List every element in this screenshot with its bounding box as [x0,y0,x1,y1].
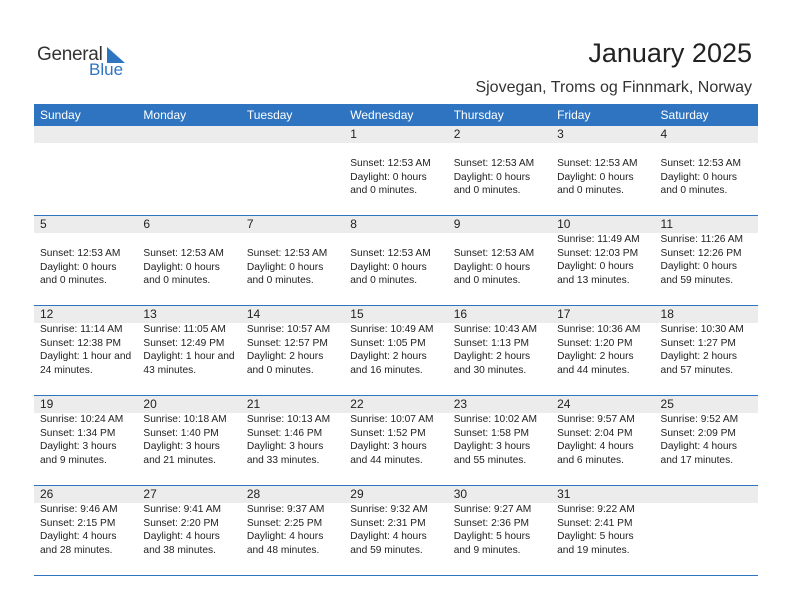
day-info [40,413,123,467]
day-info-line: Daylight: 3 hours [246,441,324,452]
day-cell [241,306,344,395]
day-info [661,323,744,377]
day-cell [655,396,758,485]
day-info-line: Sunrise: 9:32 AM [350,504,428,515]
day-info-line: Daylight: 0 hours [557,171,634,183]
day-info-line: and 28 minutes. [40,544,113,556]
day-cell [448,486,551,575]
day-info-line: Sunset: 1:20 PM [557,337,633,349]
logo-word-blue: Blue [89,60,124,79]
day-info-line: Sunrise: 10:02 AM [453,414,537,425]
day-info [143,413,226,467]
day-info-line: Sunrise: 10:30 AM [660,324,744,335]
day-number: 24 [557,397,571,411]
calendar-week [34,216,758,306]
day-info-line: Daylight: 5 hours [557,531,634,542]
day-info-line: and 57 minutes. [660,364,734,376]
day-info-line: Sunset: 12:26 PM [660,247,742,259]
weekday-header [34,104,758,126]
day-number: 10 [557,217,571,231]
day-info-line: Sunrise: 10:57 AM [246,324,331,335]
day-info-line: and 0 minutes. [557,185,624,196]
day-info [454,247,534,288]
day-info-line: and 6 minutes. [557,454,624,466]
day-info-line: and 0 minutes. [350,275,418,286]
day-info-line: Sunrise: 10:13 AM [246,414,331,425]
day-info-line: and 0 minutes. [453,275,521,286]
day-cell [241,396,344,485]
day-info-line: and 33 minutes. [246,454,320,466]
day-info [661,157,741,198]
day-info [247,503,325,557]
day-cell [448,216,551,305]
day-info-line: Sunset: 1:05 PM [350,337,426,349]
day-cell [241,126,344,215]
day-info-line: Sunset: 12:53 AM [246,248,328,259]
day-info-line: Sunset: 2:15 PM [40,517,116,529]
day-number: 15 [350,307,364,321]
day-info-line: 24 minutes. [40,364,93,376]
day-number: 20 [143,397,157,411]
day-info-line: Sunrise: 9:57 AM [557,414,635,425]
day-info-line: Sunset: 12:53 AM [557,158,638,169]
day-info-line: Sunset: 1:40 PM [143,427,219,439]
day-info-line: and 55 minutes. [453,454,527,466]
day-cell [34,306,137,395]
day-cell [344,396,447,485]
logo-word-general: General [37,44,103,65]
day-number: 13 [143,307,157,321]
day-number: 8 [350,217,357,231]
day-info-line: and 13 minutes. [557,274,630,286]
day-number: 25 [660,397,674,411]
day-info-line: Daylight: 4 hours [40,531,117,542]
day-info-line: and 59 minutes. [660,274,734,286]
day-info [247,323,330,377]
day-info-line: Sunset: 12:53 AM [350,158,431,169]
day-info-line: Sunrise: 9:22 AM [557,504,635,515]
day-info-line: Daylight: 1 hour and [40,351,132,362]
day-info-line: Sunrise: 10:49 AM [350,324,434,335]
day-info-line: and 0 minutes. [143,275,211,286]
day-info-line: and 17 minutes. [660,454,734,466]
day-cell [34,396,137,485]
week-cells [34,396,758,485]
day-info-line: Daylight: 3 hours [453,441,531,452]
day-info-line: Daylight: 4 hours [660,441,737,452]
day-info [557,157,637,198]
weekday-wednesday: Wednesday [350,108,414,122]
day-info-line: Sunset: 2:36 PM [453,517,530,529]
day-info-line: Sunrise: 11:05 AM [143,324,226,335]
day-cell [551,486,654,575]
day-cell [655,126,758,215]
day-info [143,247,223,288]
day-info-line: Daylight: 0 hours [453,171,531,183]
day-info-line: Sunset: 2:04 PM [557,427,633,439]
day-info-line: and 48 minutes. [246,544,320,556]
day-cell [344,126,447,215]
day-cell [34,126,137,215]
day-cell [34,486,137,575]
day-cell [448,126,551,215]
day-info-line: Daylight: 2 hours [350,351,427,362]
day-info-line: and 38 minutes. [143,544,216,556]
day-number: 2 [453,127,461,141]
day-cell [655,306,758,395]
day-info [350,247,430,288]
day-info-line: Daylight: 4 hours [143,531,220,542]
day-number: 26 [40,487,54,501]
day-info-line: Daylight: 2 hours [453,351,531,362]
location-subtitle: Sjovegan, Troms og Finnmark, Norway [475,79,752,96]
day-cell [344,216,447,305]
day-info-line: Daylight: 0 hours [660,261,737,272]
day-info-line: and 21 minutes. [143,454,216,466]
day-number: 16 [453,307,468,321]
day-info [247,413,330,467]
day-info [557,323,640,377]
day-info-line: Daylight: 0 hours [40,261,117,273]
day-info [40,323,131,377]
day-info-line: Sunrise: 11:49 AM [557,234,640,245]
day-cell [241,486,344,575]
day-cell [551,216,654,305]
day-info [454,157,534,198]
day-cell [551,396,654,485]
day-info-line: and 44 minutes. [557,364,630,376]
day-number: 19 [40,397,54,411]
day-info-line: Sunset: 2:31 PM [350,517,426,529]
day-info-line: Sunset: 1:27 PM [660,337,736,349]
day-info-line: Sunset: 12:03 PM [557,247,639,259]
calendar-week [34,396,758,486]
day-info-line: Sunrise: 11:14 AM [40,324,123,335]
weekday-friday: Friday [557,108,591,122]
day-number: 18 [660,307,674,321]
day-info-line: Sunset: 12:53 AM [453,158,535,169]
day-info-line: and 0 minutes. [350,185,418,196]
day-info-line: Daylight: 0 hours [557,261,634,272]
day-number: 23 [453,397,468,411]
day-info-line: Sunrise: 10:24 AM [40,414,124,425]
day-info-line: and 9 minutes. [453,544,521,556]
day-info-line: Daylight: 1 hour and [143,351,235,362]
day-cell [655,486,758,575]
weekday-tuesday: Tuesday [246,108,293,122]
day-number: 1 [350,127,357,141]
day-number: 3 [557,127,564,141]
day-number: 4 [660,127,668,141]
day-info-line: and 0 minutes. [453,185,521,196]
day-info-line: Sunset: 12:53 AM [660,158,741,169]
day-number: 31 [557,487,571,501]
day-cell [655,216,758,305]
weeks-container [34,126,758,576]
day-info [557,413,635,467]
weekday-sunday: Sunday [40,108,81,122]
day-number: 21 [246,397,261,411]
day-info-line: and 30 minutes. [453,364,527,376]
day-number: 9 [453,217,461,231]
day-info-line: and 0 minutes. [246,364,314,376]
day-info-line: Sunset: 1:13 PM [453,337,530,349]
day-info [661,413,739,467]
week-cells [34,126,758,215]
day-cell [137,396,240,485]
day-cell [137,306,240,395]
day-cell [448,396,551,485]
day-number: 7 [246,217,254,231]
day-info-line: Daylight: 3 hours [350,441,427,452]
day-info-line: Daylight: 4 hours [350,531,427,542]
day-info-line: and 0 minutes. [40,275,107,286]
day-info [454,413,537,467]
day-info-line: Daylight: 0 hours [453,261,531,273]
day-number: 22 [350,397,364,411]
day-info-line: Sunset: 2:41 PM [557,517,633,529]
day-info-line: Daylight: 4 hours [557,441,634,452]
day-info-line: and 0 minutes. [660,185,728,196]
day-info-line: Daylight: 0 hours [350,261,427,273]
day-number: 14 [246,307,261,321]
calendar-grid [34,104,758,576]
day-info [40,503,118,557]
day-number: 30 [453,487,468,501]
day-info [143,323,234,377]
day-info-line: Daylight: 2 hours [660,351,737,362]
day-info-line: Sunset: 2:09 PM [660,427,736,439]
day-info-line: Daylight: 0 hours [246,261,324,273]
day-info-line: Sunrise: 10:36 AM [557,324,641,335]
page-title: January 2025 [588,38,752,68]
day-info-line: and 59 minutes. [350,544,423,556]
day-info-line: Daylight: 4 hours [246,531,324,542]
day-number: 27 [143,487,157,501]
day-number: 6 [143,217,151,231]
day-number: 17 [557,307,571,321]
day-info-line: Sunset: 1:52 PM [350,427,426,439]
day-info-line: Sunset: 12:49 PM [143,337,225,349]
day-number: 5 [40,217,47,231]
day-info [661,233,744,287]
day-info-line: Sunset: 12:53 AM [143,248,224,259]
day-info-line: Sunrise: 9:46 AM [40,504,118,515]
logo [37,44,137,80]
day-info-line: Sunset: 12:53 AM [350,248,431,259]
day-cell [344,306,447,395]
day-info [557,503,635,557]
day-info-line: Sunrise: 10:43 AM [453,324,537,335]
day-info-line: Sunset: 1:34 PM [40,427,116,439]
day-info-line: Sunrise: 11:26 AM [660,234,744,245]
day-info-line: 43 minutes. [143,364,197,376]
day-info-line: Sunrise: 9:52 AM [660,414,739,425]
day-cell [241,216,344,305]
day-info-line: Sunrise: 10:07 AM [350,414,434,425]
weekday-monday: Monday [143,108,187,122]
day-cell [448,306,551,395]
day-info-line: Sunset: 12:38 PM [40,337,121,349]
day-cell [137,126,240,215]
day-info [557,233,640,287]
week-cells [34,306,758,395]
day-info-line: Sunset: 12:57 PM [246,337,328,349]
day-info [247,247,327,288]
day-info [350,503,428,557]
day-number: 28 [246,487,261,501]
day-info [40,247,120,288]
week-cells [34,486,758,575]
day-info [350,157,430,198]
day-cell [137,486,240,575]
day-cell [551,126,654,215]
day-cell [551,306,654,395]
day-number: 12 [40,307,54,321]
calendar-week [34,126,758,216]
day-number: 29 [350,487,364,501]
week-cells [34,216,758,305]
day-number: 11 [660,217,673,231]
day-info-line: Daylight: 2 hours [557,351,634,362]
day-info [454,503,532,557]
calendar-week [34,486,758,576]
day-info-line: Sunset: 1:46 PM [246,427,323,439]
weekday-saturday: Saturday [660,108,709,122]
day-info-line: Sunset: 12:53 AM [453,248,535,259]
day-info [350,413,433,467]
day-cell [34,216,137,305]
day-info-line: and 9 minutes. [40,454,107,466]
day-info-line: Daylight: 0 hours [350,171,427,183]
day-info [350,323,433,377]
day-cell [344,486,447,575]
day-info-line: Sunset: 1:58 PM [453,427,530,439]
day-info-line: Sunrise: 9:27 AM [453,504,532,515]
calendar-week [34,306,758,396]
day-cell [137,216,240,305]
day-info-line: and 16 minutes. [350,364,423,376]
day-info-line: Daylight: 2 hours [246,351,324,362]
day-info-line: Sunrise: 10:18 AM [143,414,227,425]
day-info-line: Sunrise: 9:37 AM [246,504,325,515]
day-info-line: Sunrise: 9:41 AM [143,504,222,515]
day-info-line: and 0 minutes. [246,275,314,286]
day-info [454,323,537,377]
day-info-line: Sunset: 12:53 AM [40,248,121,259]
day-info-line: Daylight: 5 hours [453,531,531,542]
weekday-thursday: Thursday [453,108,504,122]
day-info-line: Sunset: 2:25 PM [246,517,323,529]
day-info-line: Daylight: 3 hours [143,441,220,452]
day-info-line: and 44 minutes. [350,454,423,466]
day-info [143,503,221,557]
day-info-line: Sunset: 2:20 PM [143,517,219,529]
day-info-line: Daylight: 0 hours [143,261,220,273]
day-info-line: and 19 minutes. [557,544,630,556]
day-info-line: Daylight: 0 hours [660,171,737,183]
day-info-line: Daylight: 3 hours [40,441,117,452]
